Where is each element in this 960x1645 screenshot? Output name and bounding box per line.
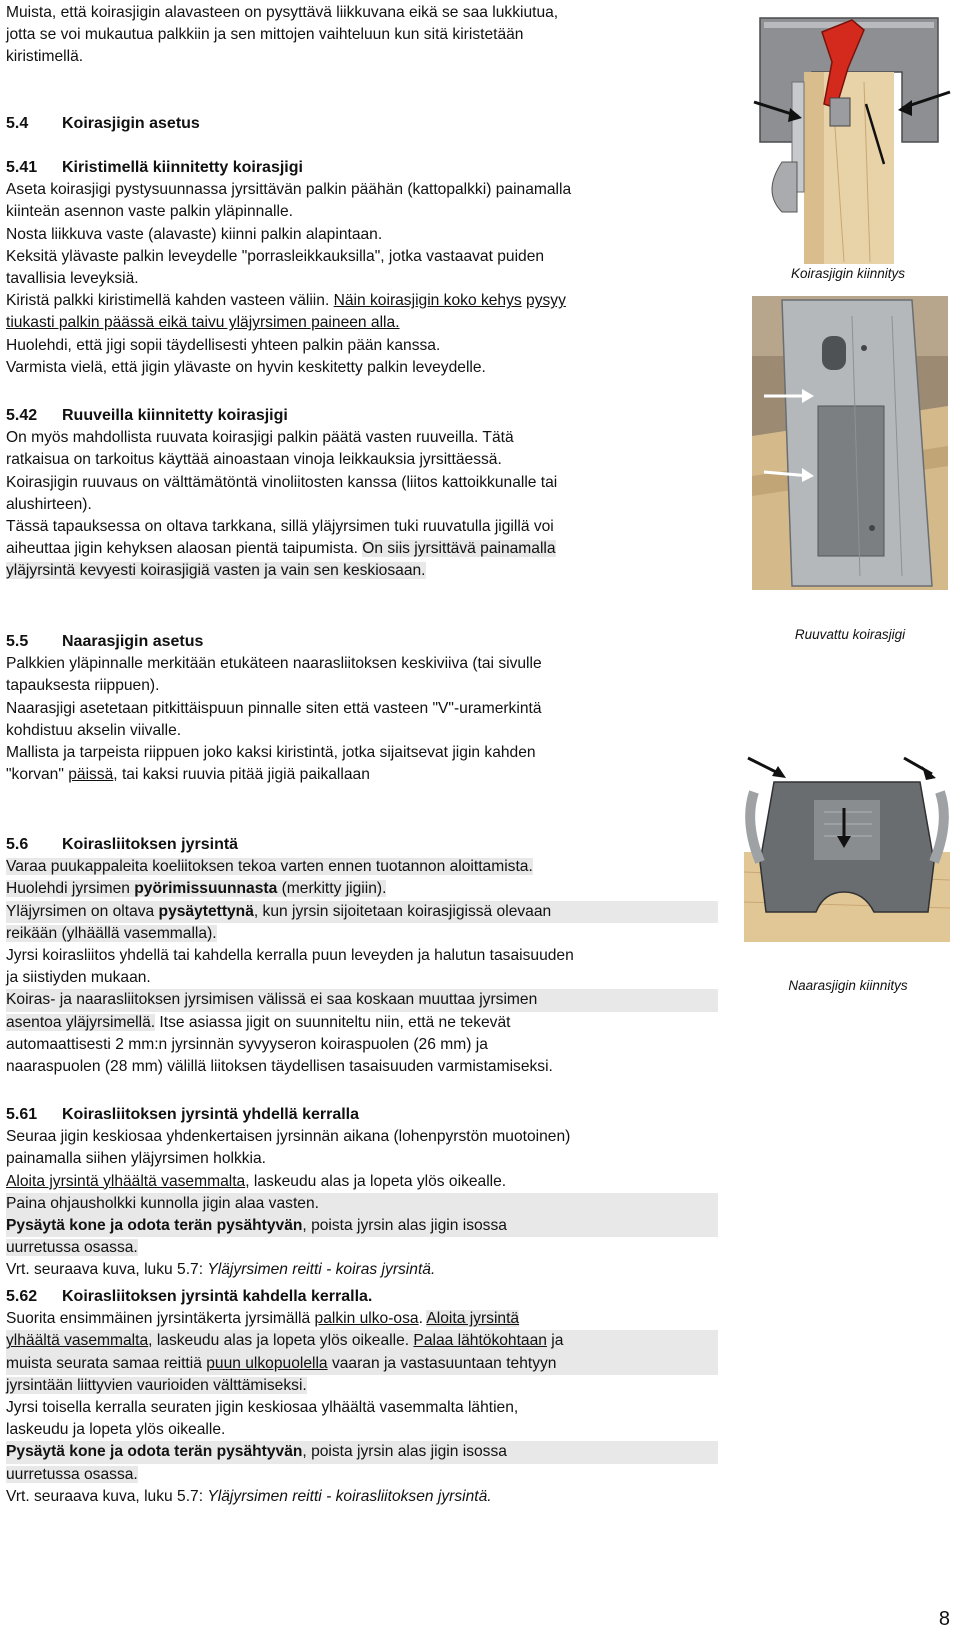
intro-line: Muista, että koirasjigin alavasteen on pysyttävä liikkuvana eikä se saa lukkiutua,: [6, 4, 559, 21]
text-line: Koirasjigin ruuvaus on välttämätöntä vinoliitosten kanssa (liitos kattoikkunalle tai: [6, 473, 558, 491]
text-line: Mallista ja tarpeista riippuen joko kaksi kiristintä, jotka sijaitsevat jigin kahden: [6, 744, 536, 762]
intro-line: jotta se voi mukautua palkkiin ja sen mittojen vaihteluun kun sitä kiristetään: [6, 26, 524, 44]
text-line: uurretussa osassa.: [6, 1465, 138, 1483]
text-line: muista seurata samaa reittiä puun ulkopuolella vaaran ja vastasuuntaan tehtyyn: [6, 1353, 718, 1375]
text-line: kiinteän asennon vaste palkin yläpinnalle.: [6, 203, 293, 221]
text-line: Pysäytä kone ja odota terän pysähtyvän, poista jyrsin alas jigin isossa: [6, 1441, 718, 1463]
text-line: tiukasti palkin päässä eikä taivu yläjyrsimen paineen alla.: [6, 314, 400, 332]
section-5-6: [6, 834, 718, 1078]
intro-paragraph: [6, 2, 718, 69]
section-heading-5-4: 5.4 Koirasjigin asetus: [6, 115, 200, 132]
text-line: Suorita ensimmäinen jyrsintäkerta jyrsimällä palkin ulko-osa. Aloita jyrsintä: [6, 1310, 520, 1328]
caption-female-jig: Naarasjigin kiinnitys: [788, 978, 908, 993]
text-line: Varmista vielä, että jigin ylävaste on hyvin keskitetty palkin leveydelle.: [6, 358, 486, 376]
text-line: tavallisia leveyksiä.: [6, 270, 139, 288]
text-line: Vrt. seuraava kuva, luku 5.7: Yläjyrsimen reitti - koiras jyrsintä.: [6, 1261, 436, 1279]
section-heading-5-61: 5.61 Koirasliitoksen jyrsintä yhdellä kerralla: [6, 1106, 360, 1123]
page-number: 8: [938, 1608, 950, 1630]
text-line: painamalla siihen yläjyrsimen holkkia.: [6, 1150, 267, 1168]
text-line: Palkkien yläpinnalle merkitään etukäteen naarasliitoksen keskiviiva (tai sivulle: [6, 655, 542, 673]
intro-line: kiristimellä.: [6, 48, 84, 66]
text-line: Vrt. seuraava kuva, luku 5.7: Yläjyrsimen reitti - koirasliitoksen jyrsintä.: [6, 1487, 492, 1505]
text-line: reikään (ylhäällä vasemmalla).: [6, 924, 217, 942]
text-line: tapauksesta riippuen).: [6, 677, 160, 695]
text-line: asentoa yläjyrsimellä. Itse asiassa jigit on suunniteltu niin, että ne tekevät: [6, 1013, 511, 1031]
text-line: Jyrsi toisella kerralla seuraten jigin keskiosaa ylhäältä vasemmalta lähtien,: [6, 1399, 519, 1417]
section-5-5: [6, 631, 718, 786]
text-line: On myös mahdollista ruuvata koirasjigi palkin päätä vasten ruuveilla. Tätä: [6, 429, 514, 447]
text-line: Seuraa jigin keskiosaa yhdenkertaisen jyrsinnän aikana (lohenpyrstön muotoinen): [6, 1128, 571, 1146]
text-line: Nosta liikkuva vaste (alavaste) kiinni palkin alapintaan.: [6, 225, 383, 243]
text-line: laskeudu ja lopeta ylös oikealle.: [6, 1421, 226, 1439]
text-line: naaraspuolen (28 mm) välillä liitoksen täydellisen tasaisuuden varmistamiseksi.: [6, 1058, 553, 1076]
section-5-42: [6, 405, 718, 583]
photo-screwed-male-jig: [752, 296, 948, 590]
text-line: Kiristä palkki kiristimellä kahden vasteen väliin. Näin koirasjigin koko kehys pysyy: [6, 292, 566, 310]
section-5-62: [6, 1286, 718, 1508]
text-line: Keksitä ylävaste palkin leveydelle "porrasleikkauksilla", jotka vastaavat puiden: [6, 247, 545, 265]
text-line: Jyrsi koirasliitos yhdellä tai kahdella kerralla puun leveyden ja halutun tasaisuuden: [6, 947, 574, 965]
text-line: Aseta koirasjigi pystysuunnassa jyrsittävän palkin päähän (kattopalkki) painamalla: [6, 181, 572, 199]
text-line: automaattisesti 2 mm:n jyrsinnän syvyyseron koiraspuolen (26 mm) ja: [6, 1035, 488, 1053]
text-line: ja siistiyden mukaan.: [6, 969, 151, 987]
section-heading-5-6: 5.6 Koirasliitoksen jyrsintä: [6, 836, 239, 853]
section-heading-5-42: 5.42 Ruuveilla kiinnitetty koirasjigi: [6, 407, 288, 424]
text-line: Paina ohjausholkki kunnolla jigin alaa vasten.: [6, 1193, 718, 1215]
text-line: alushirteen).: [6, 495, 92, 513]
section-5-61: [6, 1104, 718, 1282]
text-line: Tässä tapauksessa on oltava tarkkana, sillä yläjyrsimen tuki ruuvatulla jigillä voi: [6, 518, 554, 536]
text-line: Aloita jyrsintä ylhäältä vasemmalta, laskeudu alas ja lopeta ylös oikealle.: [6, 1172, 507, 1190]
text-line: yläjyrsintä kevyesti koirasjigiä vasten ja vain sen keskiosaan.: [6, 562, 426, 580]
section-heading-5-62: 5.62 Koirasliitoksen jyrsintä kahdella kerralla.: [6, 1288, 373, 1305]
section-heading-5-41: 5.41 Kiristimellä kiinnitetty koirasjigi: [6, 159, 303, 176]
text-line: ylhäältä vasemmalta, laskeudu alas ja lopeta ylös oikealle. Palaa lähtökohtaan ja: [6, 1330, 718, 1352]
text-line: "korvan" päissä, tai kaksi ruuvia pitää jigiä paikallaan: [6, 766, 370, 784]
photo-clamped-male-jig: [752, 12, 952, 264]
section-heading-5-5: 5.5 Naarasjigin asetus: [6, 633, 204, 650]
text-line: Naarasjigi asetetaan pitkittäispuun pinnalle siten että vasteen "V"-uramerkintä: [6, 699, 542, 717]
text-line: jyrsintään liittyvien vaurioiden välttämiseksi.: [6, 1376, 307, 1394]
caption-clamped-jig: Koirasjigin kiinnitys: [790, 266, 906, 281]
text-line: kohdistuu akselin viivalle.: [6, 721, 182, 739]
text-line: uurretussa osassa.: [6, 1239, 138, 1257]
text-line: ratkaisua on tarkoitus käyttää ainoastaan vinoja leikkauksia jyrsittäessä.: [6, 451, 502, 469]
text-line: Huolehdi, että jigi sopii täydellisesti yhteen palkin pään kanssa.: [6, 336, 441, 354]
text-line: Yläjyrsimen on oltava pysäytettynä, kun jyrsin sijoitetaan koirasjigissä olevaan: [6, 901, 718, 923]
text-line: aiheuttaa jigin kehyksen alaosan pientä taipumista. On siis jyrsittävä painamalla: [6, 540, 556, 558]
text-line: Pysäytä kone ja odota terän pysähtyvän, poista jyrsin alas jigin isossa: [6, 1215, 718, 1237]
text-line: Huolehdi jyrsimen pyörimissuunnasta (merkitty jigiin).: [6, 880, 387, 898]
text-line: Varaa puukappaleita koeliitoksen tekoa varten ennen tuotannon aloittamista.: [6, 858, 533, 876]
photo-female-jig: [744, 752, 950, 942]
section-5-41: [6, 157, 718, 379]
caption-screwed-jig: Ruuvattu koirasjigi: [794, 627, 906, 642]
text-line: Koiras- ja naarasliitoksen jyrsimisen välissä ei saa koskaan muuttaa jyrsimen: [6, 989, 718, 1011]
